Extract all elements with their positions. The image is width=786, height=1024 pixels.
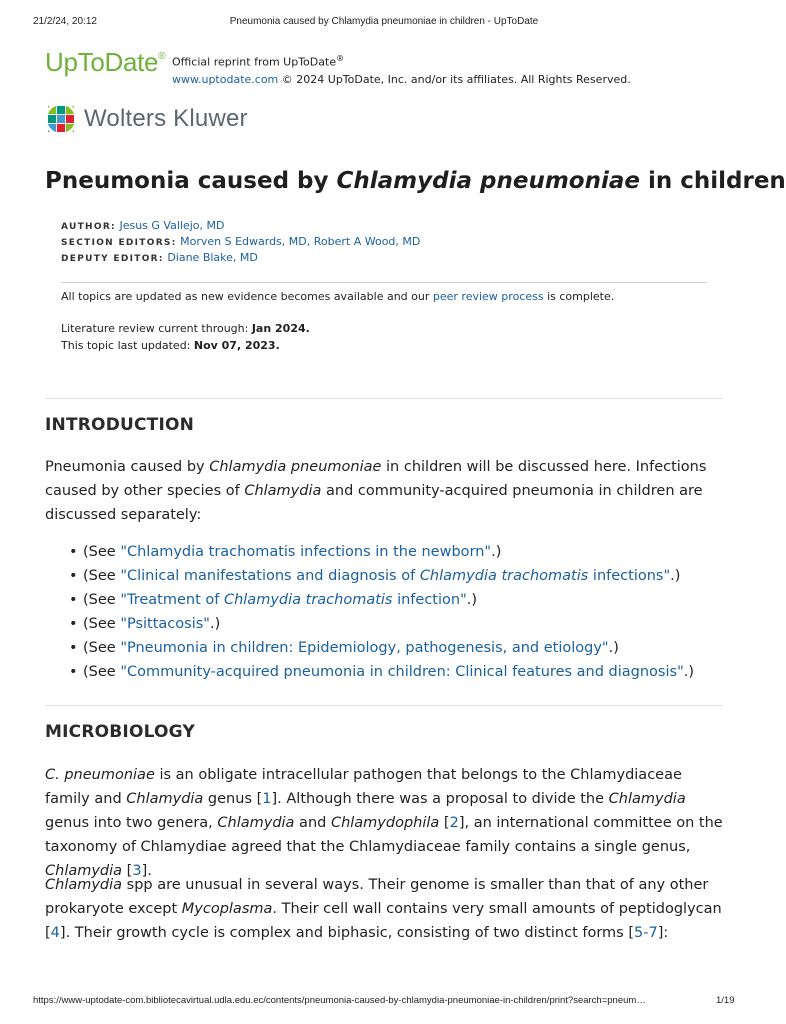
see-also-item — [45, 612, 723, 636]
wolters-kluwer-mark-icon — [45, 103, 77, 135]
paragraph-text: genus [ — [203, 791, 263, 807]
peer-review-link[interactable]: peer review process — [432, 290, 544, 303]
paragraph-text: ]. — [141, 863, 152, 879]
link-italic: Chlamydia trachomatis — [223, 592, 393, 608]
italic-term: Chlamydia — [126, 791, 204, 807]
see-close: .) — [466, 592, 478, 608]
paragraph-text: genus into two genera, — [45, 815, 218, 831]
wolters-kluwer-logo — [45, 103, 248, 135]
paragraph-text: ]. Although there was a proposal to divide the — [271, 791, 609, 807]
intro-italic: Chlamydia — [244, 483, 322, 499]
italic-term: Chlamydia — [45, 877, 123, 893]
see-also-list — [45, 540, 723, 684]
see-also-item — [45, 636, 723, 660]
see-also-item — [45, 660, 723, 684]
reprint-line: Official reprint from UpToDate — [172, 55, 337, 69]
print-footer — [0, 995, 768, 1009]
italic-term: C. pneumoniae — [45, 767, 155, 783]
review-dates — [61, 320, 310, 354]
deputy-editor-label: DEPUTY EDITOR: — [61, 254, 164, 264]
update-text-2: is complete. — [543, 290, 615, 303]
page-number: 1/19 — [716, 995, 735, 1006]
italic-term: Chlamydia — [217, 815, 295, 831]
see-also-item — [45, 564, 723, 588]
link-text: "Psittacosis" — [120, 616, 210, 632]
section-divider — [45, 705, 723, 706]
title-part-2: Chlamydia pneumoniae — [336, 168, 640, 194]
see-close: .) — [608, 640, 619, 656]
microbiology-paragraph-1 — [45, 763, 723, 883]
last-updated-date: Nov 07, 2023. — [193, 339, 280, 352]
italic-term: Chlamydia — [45, 863, 123, 879]
paragraph-text: ]. Their growth cycle is complex and biphasic, consisting of two distinct forms [ — [59, 925, 635, 941]
see-open: (See — [83, 616, 121, 632]
italic-term: Chlamydia — [608, 791, 686, 807]
paragraph-text: and — [294, 815, 331, 831]
title-part-1: Pneumonia caused by — [45, 168, 337, 194]
reference-link[interactable]: 2 — [449, 815, 459, 831]
intro-text: in children will be discussed here. Infections caused by other species of — [45, 459, 707, 499]
see-open: (See — [83, 568, 121, 584]
link-italic: Chlamydia trachomatis — [419, 568, 589, 584]
reference-link[interactable]: 5-7 — [634, 925, 658, 941]
see-close: .) — [670, 568, 681, 584]
print-url: https://www-uptodate-com.bibliotecavirtual.udla.edu.ec/contents/pneumonia-caused-by-chlamydia-pneumoniae-in-children/print?search=pneum… — [33, 995, 646, 1006]
reference-link[interactable]: 1 — [262, 791, 272, 807]
intro-italic: Chlamydia pneumoniae — [209, 459, 382, 475]
publisher-name: Wolters Kluwer — [84, 105, 248, 132]
uptodate-site-link[interactable]: www.uptodate.com — [172, 72, 279, 86]
see-also-link[interactable] — [120, 544, 491, 560]
uptodate-logo-reg: ® — [158, 51, 166, 62]
link-text: "Community-acquired pneumonia in children: Clinical features and diagnosis" — [120, 664, 684, 680]
last-updated-label: This topic last updated: — [61, 339, 194, 352]
see-also-item — [45, 540, 723, 564]
see-also-link[interactable] — [120, 592, 466, 608]
page-title — [45, 168, 786, 194]
link-text: "Chlamydia trachomatis infections in the newborn" — [120, 544, 492, 560]
author-label: AUTHOR: — [61, 222, 116, 232]
copyright-text: © 2024 UpToDate, Inc. and/or its affiliates. All Rights Reserved. — [278, 72, 631, 86]
link-text: "Treatment of — [120, 592, 224, 608]
paragraph-text: [ — [439, 815, 450, 831]
see-close: .) — [683, 664, 695, 680]
author-link[interactable]: Jesus G Vallejo, MD — [119, 219, 225, 232]
intro-text: and community-acquired pneumonia in children are discussed separately: — [45, 483, 703, 523]
divider — [61, 282, 707, 283]
microbiology-heading: MICROBIOLOGY — [45, 722, 195, 742]
link-text: "Pneumonia in children: Epidemiology, pathogenesis, and etiology" — [120, 640, 609, 656]
link-text: infection" — [392, 592, 467, 608]
uptodate-logo-text: UpToDate — [45, 47, 159, 77]
section-editor-link-1[interactable]: Morven S Edwards, MD — [180, 235, 307, 248]
section-editor-link-2[interactable]: Robert A Wood, MD — [313, 235, 421, 248]
paragraph-text: ], an international committee on the taxonomy of Chlamydiae agreed that the Chlamydiaceae family contains a single genus, — [45, 815, 723, 855]
reprint-notice — [172, 50, 631, 88]
intro-text: Pneumonia caused by — [45, 459, 210, 475]
see-also-link[interactable] — [120, 664, 683, 680]
see-open: (See — [83, 640, 121, 656]
see-also-link[interactable] — [120, 640, 608, 656]
see-close: .) — [209, 616, 221, 632]
see-also-item — [45, 588, 723, 612]
link-text: "Clinical manifestations and diagnosis of — [120, 568, 420, 584]
introduction-heading: INTRODUCTION — [45, 415, 195, 435]
reference-link[interactable]: 4 — [50, 925, 60, 941]
reference-link[interactable]: 3 — [132, 863, 142, 879]
print-page-title: Pneumonia caused by Chlamydia pneumoniae in children - UpToDate — [229, 16, 539, 27]
paragraph-text: [ — [122, 863, 133, 879]
print-header — [0, 16, 768, 30]
see-open: (See — [83, 544, 121, 560]
see-open: (See — [83, 592, 121, 608]
title-part-3: in children — [639, 168, 786, 194]
lit-review-date: Jan 2024. — [251, 322, 310, 335]
see-close: .) — [491, 544, 502, 560]
contributors — [61, 218, 420, 266]
link-text: infections" — [588, 568, 671, 584]
paragraph-text: is an obligate intracellular pathogen that belongs to the Chlamydiaceae family and — [45, 767, 682, 807]
print-date: 21/2/24, 20:12 — [33, 16, 97, 27]
section-divider — [45, 398, 723, 399]
see-also-link[interactable] — [120, 616, 210, 632]
lit-review-label: Literature review current through: — [61, 322, 252, 335]
italic-term: Mycoplasma — [181, 901, 273, 917]
italic-term: Chlamydophila — [330, 815, 440, 831]
paragraph-text: . Their cell wall contains very small amounts of peptidoglycan [ — [45, 901, 722, 941]
paragraph-text: spp are unusual in several ways. Their genome is smaller than that of any other prokaryote except — [45, 877, 709, 917]
paragraph-text: ]: — [657, 925, 669, 941]
section-editors-label: SECTION EDITORS: — [61, 238, 177, 248]
microbiology-paragraph-2 — [45, 873, 723, 945]
update-text-1: All topics are updated as new evidence becomes available and our — [61, 290, 433, 303]
reprint-reg: ® — [336, 54, 345, 63]
see-also-link[interactable] — [120, 568, 670, 584]
see-open: (See — [83, 664, 121, 680]
section-editor-separator: , — [306, 235, 314, 248]
deputy-editor-link[interactable]: Diane Blake, MD — [167, 251, 258, 264]
introduction-paragraph — [45, 455, 723, 527]
uptodate-logo[interactable] — [45, 47, 165, 78]
update-notice — [61, 290, 614, 303]
